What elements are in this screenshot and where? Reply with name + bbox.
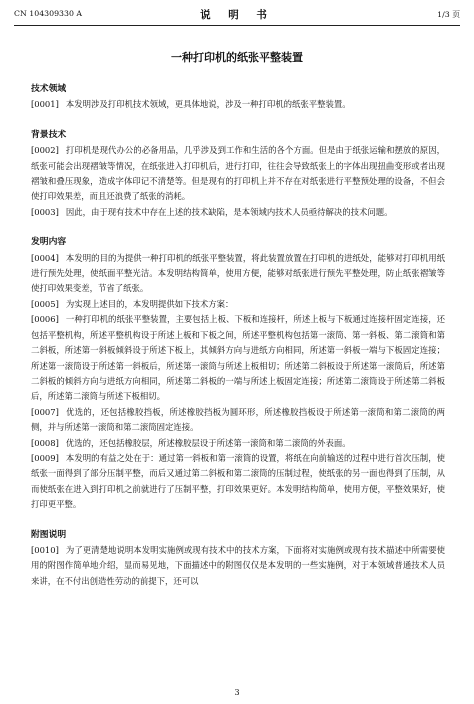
paragraph-text: 为实现上述目的，本发明提供如下技术方案： [65, 298, 234, 309]
paragraph-number: [0006] [31, 314, 59, 325]
paragraph [31, 312, 445, 404]
paragraph-text: 打印机是现代办公的必备用品，几乎涉及到工作和生活的各个方面。但是由于纸张运输和摆放的原因，纸张可能会出现褶皱等情况，在纸张进入打印机后，进行打印，往往会导致纸张上的字体出现扭曲变形或者出现褶皱和叠压现象，造成字体印记不清楚等。但是现有的打印机上并不存在对纸张进行平整预处理的设备，不但会使打印效果差，而且还浪费了纸张的消耗。 [31, 145, 445, 202]
paragraph-number: [0005] [31, 298, 59, 309]
section-heading: 技术领域 [31, 84, 67, 94]
paragraph [31, 451, 445, 513]
paragraph-number: [0002] [31, 145, 59, 156]
paragraph [31, 205, 445, 220]
document-body [31, 82, 445, 589]
paragraph-text: 本发明涉及打印机技术领域，更具体地说，涉及一种打印机的纸张平整装置。 [65, 99, 351, 110]
paragraph [31, 97, 445, 112]
document-title: 一种打印机的纸张平整装置 [171, 51, 303, 64]
page-indicator: 1/3 页 [437, 10, 460, 19]
page-number: 3 [234, 688, 240, 697]
paragraph-number: [0009] [31, 452, 59, 463]
paragraph-text: 本发明的目的为提供一种打印机的纸张平整装置，将此装置放置在打印机的进纸处，能够对打印机用纸进行预先处理，使纸面平整光洁。本发明结构简单，使用方便，能够对纸张进行预先平整处理，防止纸张褶皱等使打印效果变差，节省了纸张。 [31, 252, 445, 294]
section-heading: 附图说明 [31, 529, 67, 540]
paragraph [31, 543, 445, 589]
doc-type: 说 明 书 [200, 9, 274, 21]
paragraph-number: [0001] [31, 99, 59, 110]
paragraph-number: [0010] [31, 544, 59, 555]
paragraph-text: 优选的，还包括橡胶层，所述橡胶层设于所述第一滚筒和第二滚筒的外表面。 [65, 437, 351, 448]
paragraph-text: 一种打印机的纸张平整装置，主要包括上板、下板和连接杆，所述上板与下板通过连接杆固定连接，还包括平整机构，所述平整机构设于所述上板和下板之间，所述平整机构包括第一滚筒、第一斜板、第二滚筒和第二斜板，所述第一斜板倾斜设于所述下板上，其倾斜方向与进纸方向相同，所述第一斜板一端与下板固定连接；所述第一滚筒设于所述第一斜板后，所述第一滚筒与所述上板相切；所述第二斜板设于所述第一滚筒后，所述第二斜板的倾斜方向与进纸方向相同，所述第二斜板的一端与所述上板固定连接；所述第二滚筒设于所述第二斜板后，所述第二滚筒与所述下板相切。 [31, 314, 445, 402]
paragraph-number: [0008] [31, 437, 59, 448]
paragraph-text: 优选的，还包括橡胶挡板，所述橡胶挡板为圆环形，所述橡胶挡板设于所述第一滚筒和第二滚筒的两侧，并与所述第一滚筒和第二滚筒固定连接。 [31, 406, 445, 433]
paragraph-text: 为了更清楚地说明本发明实施例或现有技术中的技术方案，下面将对实施例或现有技术描述中所需要使用的附图作简单地介绍，显而易见地，下面描述中的附图仅仅是本发明的一些实施例，对于本领域普通技术人员来讲，在不付出创造性劳动的前提下，还可以 [31, 544, 445, 586]
paragraph [31, 143, 445, 205]
page-header [14, 7, 460, 21]
section-heading: 发明内容 [31, 237, 67, 248]
paragraph-number: [0003] [31, 206, 59, 217]
paragraph [31, 436, 445, 451]
paragraph [31, 251, 445, 297]
paragraph-number: [0004] [31, 252, 59, 263]
header-rule [14, 25, 460, 26]
section-heading: 背景技术 [31, 129, 67, 140]
paragraph-text: 因此，由于现有技术中存在上述的技术缺陷，是本领域内技术人员亟待解决的技术问题。 [65, 206, 393, 217]
paragraph-number: [0007] [31, 406, 59, 417]
paragraph [31, 297, 445, 312]
paragraph [31, 405, 445, 436]
doc-number: CN 104309330 A [14, 9, 83, 18]
paragraph-text: 本发明的有益之处在于：通过第一斜板和第一滚筒的设置，将纸在向前输送的过程中进行首次压制，使纸张一面得到了部分压制平整，而后又通过第二斜板和第二滚筒的压制过程，使纸张的另一面也得到了压制，从而使纸张在进入到打印机之前就进行了压制平整，打印效果更好。本发明结构简单，使用方便，平整效果好，使打印更平整。 [31, 452, 445, 510]
